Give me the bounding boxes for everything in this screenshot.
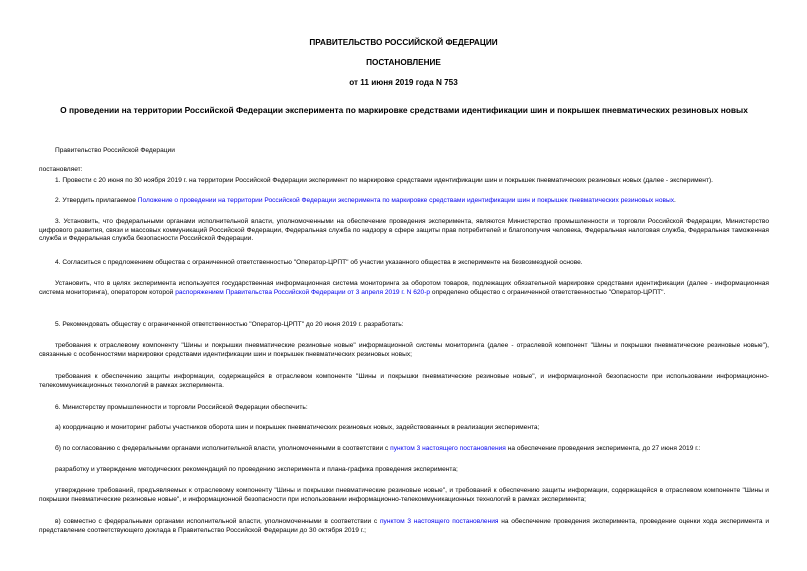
document-type-heading: ПОСТАНОВЛЕНИЕ [366,58,441,67]
date-number-heading: от 11 июня 2019 года N 753 [349,78,458,87]
paragraph-6b [39,445,769,454]
paragraph-2 [39,197,769,206]
preamble: Правительство Российской Федерации [55,147,175,154]
paragraph-6b2: утверждение требований, предъявляемых к отраслевому компоненту "Шины и покрышки пневматические резиновые новые", и требований к обеспечению защиты информации, содержащейся в отраслевом компоненте "Шины и покрышки пневматические резиновые новые", и информационной безопасности при использовании информационно-телекоммуникационных технологий в рамках эксперимента; [39,487,769,503]
clause-3-link-2[interactable]: пунктом 3 настоящего постановления [379,518,499,525]
regulation-link[interactable]: Положение о проведении на территории Российской Федерации эксперимента по маркировке средствами идентификации шин и покрышек пневматических резиновых новых [137,197,675,204]
clause-3-link-1[interactable]: пунктом 3 настоящего постановления [390,445,506,452]
paragraph-4b-text: Установить, что в целях эксперимента используется государственная информационная система мониторинга за оборотом товаров, подлежащих обязательной маркировке средствами идентификации (далее - информационная система мониторинга), оператором которой [39,280,769,296]
paragraph-6b1: разработку и утверждение методических рекомендаций по проведению эксперимента и плана-графика проведения эксперимента; [55,466,458,473]
paragraph-5a: требования к отраслевому компоненту "Шины и покрышки пневматические резиновые новые" информационной системы мониторинга (далее - отраслевой компонент "Шины и покрышки пневматические резиновые новые"), связанные с особенностями маркировки средствами идентификации шин и покрышек пневматических резиновых новых; [39,342,769,358]
paragraph-6b-end: на обеспечение проведения эксперимента, до 27 июня 2019 г.: [505,445,701,452]
paragraph-3: 3. Установить, что федеральными органами исполнительной власти, уполномоченными на обеспечение проведения эксперимента, являются Министерство промышленности и торговли Российской Федерации, Министерство цифрового развития, связи и массовых коммуникаций Российской Федерации, Федеральная служба по надзору в сфере защиты прав потребителей и благополучия человека, Федеральная налоговая служба, Федеральная таможенная служба и Федеральная служба безопасности Российской Федерации. [39,218,769,243]
paragraph-6c-text: в) совместно с федеральными органами исполнительной власти, уполномоченными в соответствии с [55,518,380,525]
paragraph-4b-end: определено общество с ограниченной ответственностью "Оператор-ЦРПТ". [430,288,666,296]
paragraph-6c-end: на обеспечение проведения эксперимента, проведение оценки хода эксперимента и представление соответствующего доклада в Правительство Российской Федерации до 30 октября 2019 г.; [39,518,769,534]
paragraph-6b-text: б) по согласованию с федеральными органами исполнительной власти, уполномоченными в соответствии с [55,445,391,452]
paragraph-4: 4. Согласиться с предложением общества с ограниченной ответственностью "Оператор-ЦРПТ" об участии указанного общества в эксперименте на безвозмездной основе. [55,259,583,266]
issuer-heading: ПРАВИТЕЛЬСТВО РОССИЙСКОЙ ФЕДЕРАЦИИ [309,38,498,47]
paragraph-6a: а) координацию и мониторинг работы участников оборота шин и покрышек пневматических резиновых новых, задействованных в реализации эксперимента; [55,424,540,431]
paragraph-6: 6. Министерству промышленности и торговли Российской Федерации обеспечить: [55,404,308,411]
paragraph-4b [39,280,769,297]
paragraph-1: 1. Провести с 20 июня по 30 ноября 2019 г. на территории Российской Федерации эксперимент по маркировке средствами идентификации шин и покрышек пневматических резиновых новых (далее - эксперимент). [55,177,713,184]
document-title: О проведении на территории Российской Федерации эксперимента по маркировке средствами идентификации шин и покрышек пневматических резиновых новых [60,105,748,115]
paragraph-2-end: . [674,197,676,204]
paragraph-6c [39,518,769,535]
paragraph-5: 5. Рекомендовать обществу с ограниченной ответственностью "Оператор-ЦРПТ" до 20 июня 2019 г. разработать: [55,321,404,328]
order-620-link[interactable]: распоряжением Правительства Российской Федерации от 3 апреля 2019 г. N 620-р [175,288,431,296]
paragraph-2-text: 2. Утвердить прилагаемое [55,197,138,204]
decides: постановляет: [39,166,83,173]
paragraph-5b: требования к обеспечению защиты информации, содержащейся в отраслевом компоненте "Шины и покрышки пневматические резиновые новые", и информационной безопасности при использовании информационно-телекоммуникационных технологий в рамках эксперимента. [39,373,769,389]
